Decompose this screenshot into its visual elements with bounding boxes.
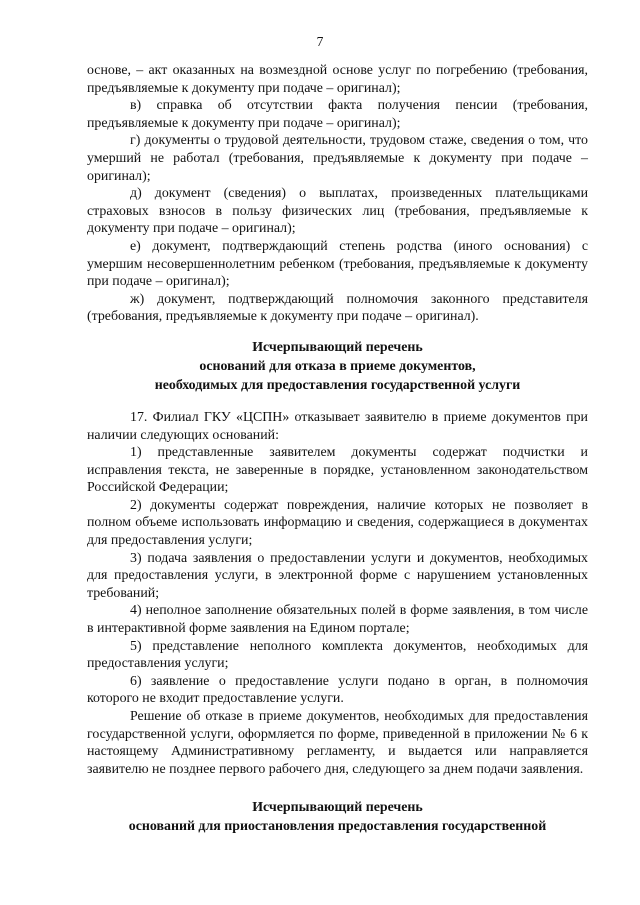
- section-heading-suspension: [87, 798, 588, 836]
- heading-line: Исчерпывающий перечень: [252, 800, 423, 816]
- heading-line: оснований для отказа в приеме документов,: [199, 358, 476, 374]
- paragraph-refusal-decision: Решение об отказе в приеме документов, необходимых для предоставления государственной услуги, оформляется по форме, приведенной в приложении № 6 к настоящему Административному регламенту, и выдается или направляется заявителю не позднее первого рабочего дня, следующего за днем подачи заявления.: [87, 709, 588, 777]
- paragraph-item-v: в) справка об отсутствии факта получения пенсии (требования, предъявляемые к документу при подаче – оригинал);: [87, 98, 588, 131]
- heading-line: оснований для приостановления предоставления государственной: [128, 819, 547, 835]
- paragraph-item-g: г) документы о трудовой деятельности, трудовом стаже, сведения о том, что умерший не работал (требования, предъявляемые к документу при подаче – оригинал);: [87, 133, 588, 184]
- paragraph-ground-4: 4) неполное заполнение обязательных полей в форме заявления, в том числе в интерактивной форме заявления на Едином портале;: [87, 603, 588, 637]
- heading-line: необходимых для предоставления государственной услуги: [154, 377, 521, 393]
- document-body: [87, 62, 588, 836]
- paragraph-ground-5: 5) представление неполного комплекта документов, необходимых для предоставления услуги;: [87, 638, 588, 672]
- section-heading-refusal: [87, 338, 588, 395]
- paragraph-item-zh: ж) документ, подтверждающий полномочия законного представителя (требования, предъявляемые к документу при подаче – оригинал).: [87, 291, 588, 325]
- paragraph-ground-6: 6) заявление о предоставление услуги подано в орган, в полномочия которого не входит предоставление услуги.: [87, 673, 588, 707]
- paragraph-item-d: д) документ (сведения) о выплатах, произведенных плательщиками страховых взносов в пользу физических лиц (требования, предъявляемые к документу при подаче – оригинал);: [87, 186, 588, 237]
- paragraph-ground-1: 1) представленные заявителем документы содержат подчистки и исправления текста, не заверенные в порядке, установленном законодательством Российской Федерации;: [87, 445, 588, 496]
- page-number: 7: [316, 34, 324, 49]
- paragraph-ground-2: 2) документы содержат повреждения, наличие которых не позволяет в полном объеме использовать информацию и сведения, содержащиеся в документах для предоставления услуги;: [87, 497, 588, 549]
- paragraph-item-e: е) документ, подтверждающий степень родства (иного основания) с умершим несовершеннолетним ребенком (требования, предъявляемые к документу при подаче – оригинал);: [87, 238, 588, 290]
- paragraph-17: 17. Филиал ГКУ «ЦСПН» отказывает заявителю в приеме документов при наличии следующих оснований:: [87, 409, 588, 443]
- paragraph-continuation: основе, – акт оказанных на возмездной основе услуг по погребению (требования, предъявляемые к документу при подаче – оригинал);: [87, 63, 588, 96]
- heading-line: Исчерпывающий перечень: [252, 339, 423, 355]
- paragraph-ground-3: 3) подача заявления о предоставлении услуги и документов, необходимых для предоставления услуги, в электронной форме с нарушением установленных требований;: [87, 550, 588, 601]
